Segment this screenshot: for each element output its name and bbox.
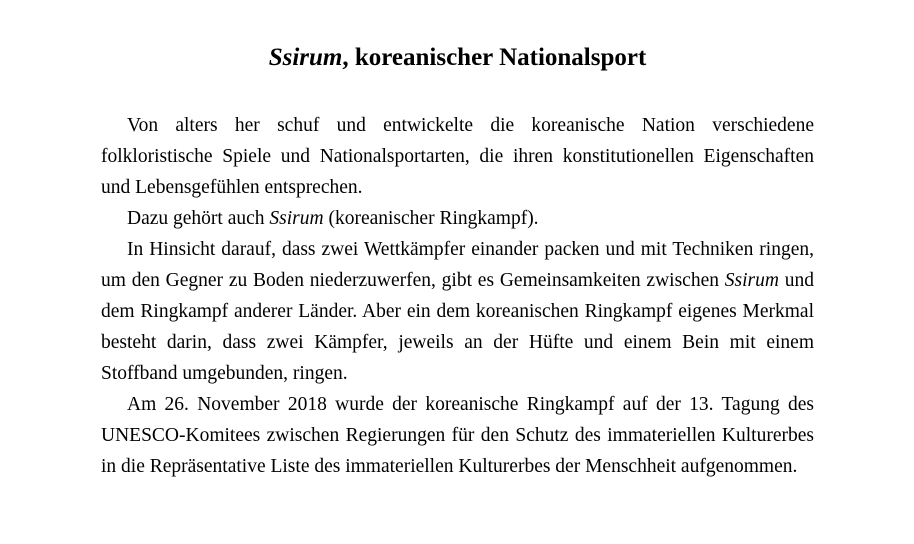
paragraph-4: Am 26. November 2018 wurde der koreanische Ringkampf auf der 13. Tagung des UNESCO-Komitees zwischen Regierungen für den Schutz des immateriellen Kulturerbes in die Repräsentative Liste des immateriellen Kulturerbes der Menschheit aufgenommen.: [101, 394, 814, 477]
page-title: [101, 0, 814, 75]
article-body: [101, 110, 814, 482]
paragraph-3-after: und dem Ringkampf anderer Länder. Aber ein dem koreanischen Ringkampf eigenes Merkmal besteht darin, dass zwei Kämpfer, jeweils an der Hüfte und einem Bein mit einem Stoffband umgebunden, ringen.: [101, 270, 814, 384]
title-rest: , koreanischer Nationalsport: [342, 44, 647, 71]
paragraph-2-before: Dazu gehört auch: [127, 208, 270, 229]
paragraph-3-before: In Hinsicht darauf, dass zwei Wettkämpfer einander packen und mit Techniken ringen, um den Gegner zu Boden niederzuwerfen, gibt es Gemeinsamkeiten zwischen: [101, 239, 814, 291]
paragraph-2: [101, 203, 814, 234]
paragraph-2-term: Ssirum: [269, 208, 324, 229]
paragraph-2-after: (koreanischer Ringkampf).: [323, 208, 539, 229]
title-term: Ssirum: [268, 44, 343, 71]
paragraph-1: Von alters her schuf und entwickelte die koreanische Nation verschiedene folkloristische Spiele und Nationalsportarten, die ihren konstitutionellen Eigenschaften und Lebensgefühlen entsprechen.: [101, 115, 814, 198]
paragraph-3: [101, 234, 814, 389]
paragraph-3-term: Ssirum: [724, 270, 779, 291]
document-page: [101, 0, 814, 482]
